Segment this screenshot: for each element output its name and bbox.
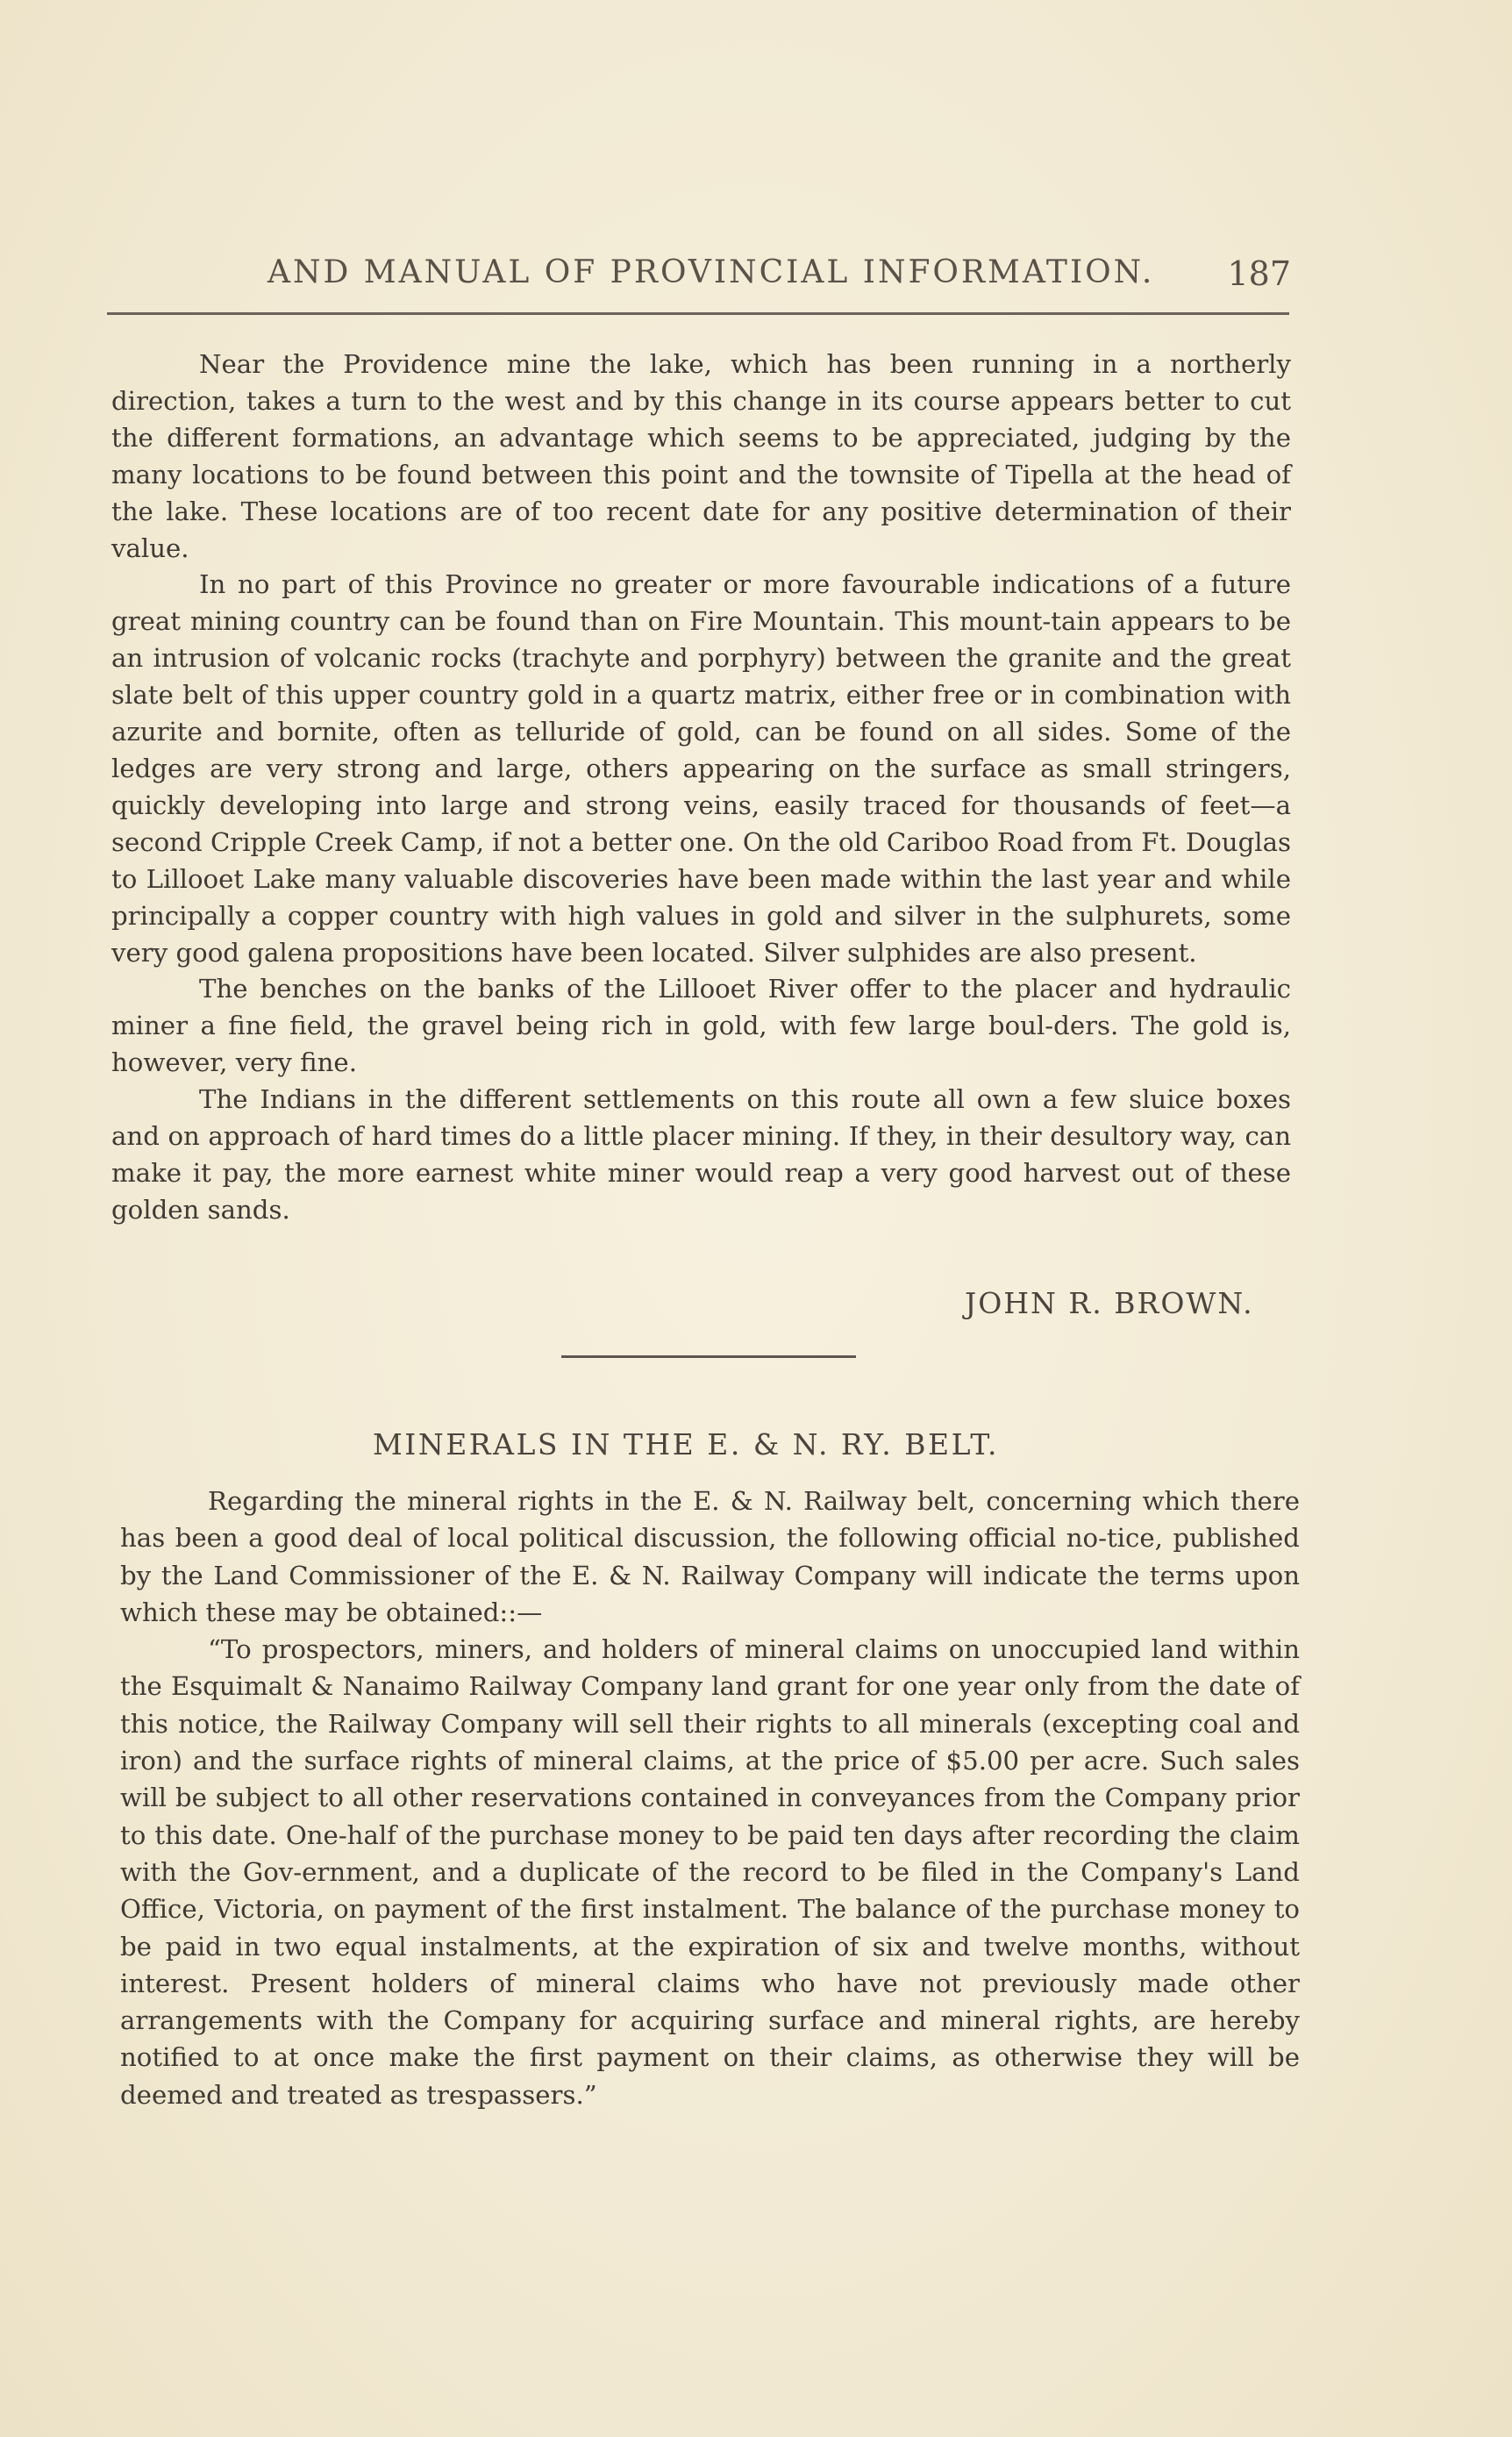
section-one-body bbox=[111, 347, 1291, 1229]
running-title: AND MANUAL OF PROVINCIAL INFORMATION. bbox=[267, 254, 1155, 290]
page-number: 187 bbox=[1227, 254, 1291, 293]
paragraph: The Indians in the different settlements on this route all own a few sluice boxes and on approach of hard times do a little placer mining. If they, in their desultory way, can make it pay, the more earnest white miner would reap a very good harvest out of these golden sands. bbox=[111, 1084, 1291, 1225]
section-two-body bbox=[120, 1483, 1300, 2113]
header-rule bbox=[107, 312, 1289, 315]
section-heading: MINERALS IN THE E. & N. RY. BELT. bbox=[373, 1427, 999, 1461]
paragraph: In no part of this Province no greater or more favourable indications of a future great mining country can be found than on Fire Mountain. This mount-tain appears to be an intrusion of volcanic rocks (trachyte and porphyry) between the granite and the great slate belt of this upper country gold in a quartz matrix, either free or in combination with azurite and bornite, often as telluride of gold, can be found on all sides. Some of the ledges are very strong and large, others appearing on the surface as small stringers, quickly developing into large and strong veins, easily traced for thousands of feet—a second Cripple Creek Camp, if not a better one. On the old Cariboo Road from Ft. Douglas to Lillooet Lake many valuable discoveries have been made within the last year and while principally a copper country with high values in gold and silver in the sulphurets, some very good galena propositions have been located. Silver sulphides are also present. bbox=[111, 569, 1291, 968]
section-divider bbox=[561, 1355, 856, 1358]
paragraph: Regarding the mineral rights in the E. & N. Railway belt, concerning which there has been a good deal of local political discussion, the following official no-tice, published by the Land Commissioner of the E. & N. Railway Company will indicate the terms upon which these may be obtained::— bbox=[120, 1486, 1300, 1627]
page-header bbox=[110, 249, 1316, 302]
author-signature: JOHN R. BROWN. bbox=[965, 1286, 1254, 1320]
paragraph: Near the Providence mine the lake, which has been running in a northerly direction, takes a turn to the west and by this change in its course appears better to cut the different formations, an advantage which seems to be appreciated, judging by the many locations to be found between this point and the townsite of Tipella at the head of the lake. These locations are of too recent date for any positive determination of their value. bbox=[111, 349, 1291, 563]
paragraph: The benches on the banks of the Lillooet River offer to the placer and hydraulic miner a fine field, the gravel being rich in gold, with few large boul-ders. The gold is, however, very fine. bbox=[111, 974, 1291, 1078]
paragraph: “To prospectors, miners, and holders of mineral claims on unoccupied land within the Esquimalt & Nanaimo Railway Company land grant for one year only from the date of this notice, the Railway Company will sell their rights to all minerals (excepting coal and iron) and the surface rights of mineral claims, at the price of $5.00 per acre. Such sales will be subject to all other reservations contained in conveyances from the Company prior to this date. One-half of the purchase money to be paid ten days after recording the claim with the Gov-ernment, and a duplicate of the record to be filed in the Company's Land Office, Victoria, on payment of the first instalment. The balance of the purchase money to be paid in two equal instalments, at the expiration of six and twelve months, without interest. Present holders of mineral claims who have not previously made other arrangements with the Company for acquiring surface and mineral rights, are hereby notified to at once make the first payment on their claims, as otherwise they will be deemed and treated as trespassers.” bbox=[120, 1634, 1300, 2110]
